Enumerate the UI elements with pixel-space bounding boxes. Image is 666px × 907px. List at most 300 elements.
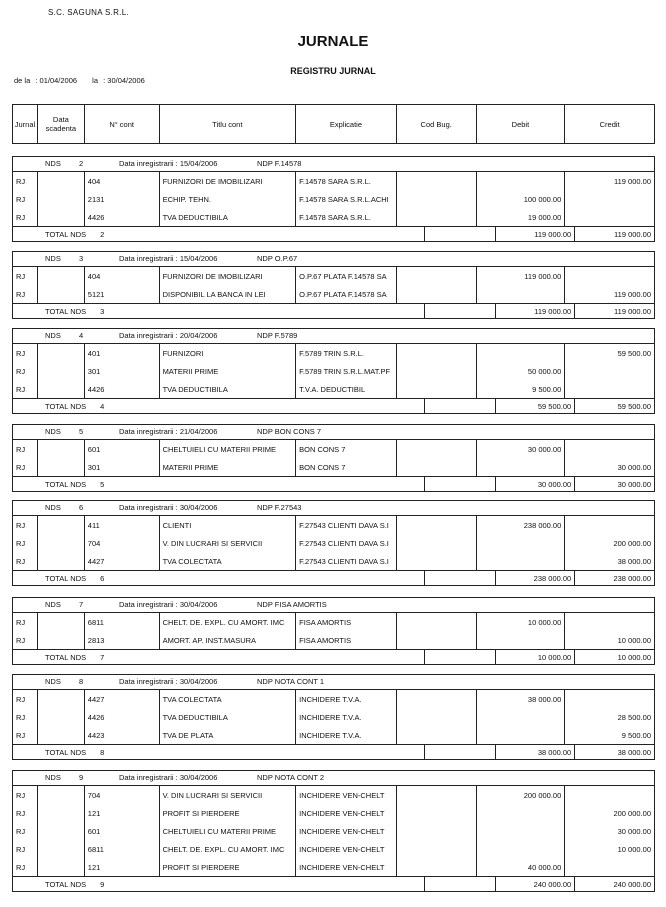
total-debit: 30 000.00 [496, 477, 575, 491]
table-row [13, 172, 654, 190]
table-row [13, 613, 654, 631]
ndp-document: NDP NOTA CONT 2 [257, 773, 325, 782]
cell-cont: 4426 [85, 208, 160, 226]
cell-cont: 4423 [85, 726, 160, 744]
table-row [13, 786, 654, 804]
cell-titlu: TVA DEDUCTIBILA [160, 208, 297, 226]
total-row [13, 398, 654, 413]
cell-debit [477, 631, 566, 649]
journal-group [12, 251, 655, 319]
ndp-document: NDP F.27543 [257, 503, 302, 512]
cell-explicatie: BON CONS 7 [296, 440, 397, 458]
group-header [13, 252, 654, 267]
cell-credit [565, 380, 654, 398]
cell-credit: 200 000.00 [613, 808, 651, 818]
period-to-label: la [92, 76, 99, 85]
cell-titlu: TVA COLECTATA [160, 690, 297, 708]
table-row [13, 440, 654, 458]
total-text: TOTAL NDS [45, 229, 87, 239]
cell-explicatie: F.14578 SARA S.R.L. [296, 208, 397, 226]
cell-debit [477, 172, 566, 190]
cell-titlu: CHELT. DE. EXPL. CU AMORT. IMC [160, 613, 297, 631]
cell-credit [565, 516, 654, 534]
group-header [13, 425, 654, 440]
nds-label: NDS [45, 600, 61, 609]
total-nds-number: 7 [100, 652, 105, 662]
cell-titlu: FURNIZORI DE IMOBILIZARI [160, 267, 297, 285]
col-data-scadenta: Data scadenta [38, 105, 85, 143]
cell-credit: 30 000.00 [617, 826, 651, 836]
cell-cont: 601 [85, 822, 160, 840]
col-titlu-cont: Titlu cont [160, 105, 297, 143]
cell-titlu: FURNIZORI [160, 344, 297, 362]
cell-credit [565, 267, 654, 285]
cell-titlu: CLIENTI [160, 516, 297, 534]
ndp-document: NDP BON CONS 7 [257, 427, 322, 436]
total-credit: 30 000.00 [617, 479, 652, 489]
cell-jurnal: RJ [13, 362, 38, 380]
cell-data-scadenta [38, 726, 85, 744]
table-row [13, 552, 654, 570]
cell-data-scadenta [38, 822, 85, 840]
total-row [13, 649, 654, 664]
journal-group [12, 597, 655, 665]
cell-credit [565, 690, 654, 708]
cell-debit [477, 285, 566, 303]
cell-cod-bug [397, 631, 477, 649]
cell-jurnal: RJ [13, 516, 38, 534]
cell-credit [565, 858, 654, 876]
total-nds-number: 3 [100, 306, 105, 316]
cell-debit: 30 000.00 [477, 440, 566, 458]
cell-debit: 119 000.00 [477, 267, 566, 285]
cell-cod-bug [397, 190, 477, 208]
total-debit: 38 000.00 [496, 745, 575, 759]
cell-cod-bug [397, 804, 477, 822]
table-header [12, 104, 655, 144]
cell-data-scadenta [38, 786, 85, 804]
cell-cod-bug [397, 516, 477, 534]
group-header [13, 771, 654, 786]
cell-debit: 200 000.00 [477, 786, 566, 804]
total-label [13, 304, 425, 318]
cell-credit: 10 000.00 [617, 635, 651, 645]
cell-credit [565, 362, 654, 380]
cell-titlu: V. DIN LUCRARI SI SERVICII [160, 786, 297, 804]
cell-jurnal: RJ [13, 804, 38, 822]
cell-debit [477, 708, 566, 726]
table-row [13, 362, 654, 380]
nds-label: NDS [45, 773, 61, 782]
group-header [13, 157, 654, 172]
cell-debit: 10 000.00 [477, 613, 566, 631]
cell-jurnal: RJ [13, 208, 38, 226]
cell-cont: 4426 [85, 380, 160, 398]
cell-titlu: CHELTUIELI CU MATERII PRIME [160, 822, 297, 840]
total-cod-bug [425, 877, 496, 891]
cell-data-scadenta [38, 534, 85, 552]
cell-debit: 100 000.00 [477, 190, 566, 208]
cell-jurnal: RJ [13, 786, 38, 804]
cell-jurnal: RJ [13, 552, 38, 570]
cell-jurnal: RJ [13, 534, 38, 552]
cell-cod-bug [397, 858, 477, 876]
journal-group [12, 424, 655, 492]
company-name: S.C. SAGUNA S.R.L. [48, 8, 129, 17]
nds-number: 3 [79, 254, 84, 263]
total-nds-number: 6 [100, 573, 105, 583]
cell-data-scadenta [38, 285, 85, 303]
cell-data-scadenta [38, 840, 85, 858]
total-debit: 10 000.00 [496, 650, 575, 664]
cell-jurnal: RJ [13, 858, 38, 876]
cell-titlu: MATERII PRIME [160, 362, 297, 380]
total-row [13, 876, 654, 891]
cell-titlu: TVA COLECTATA [160, 552, 297, 570]
cell-titlu: DISPONIBIL LA BANCA IN LEI [160, 285, 297, 303]
cell-cont: 404 [85, 172, 160, 190]
cell-titlu: PROFIT SI PIERDERE [160, 804, 297, 822]
cell-credit [565, 440, 654, 458]
total-nds-number: 8 [100, 747, 105, 757]
cell-cont: 704 [85, 534, 160, 552]
total-nds-number: 2 [100, 229, 105, 239]
cell-explicatie: O.P.67 PLATA F.14578 SA [296, 267, 397, 285]
cell-cont: 121 [85, 858, 160, 876]
cell-debit [477, 458, 566, 476]
table-row [13, 458, 654, 476]
cell-explicatie: INCHIDERE VEN-CHELT [296, 840, 397, 858]
total-credit: 38 000.00 [617, 747, 652, 757]
cell-credit: 28 500.00 [617, 712, 651, 722]
total-cod-bug [425, 571, 496, 585]
cell-data-scadenta [38, 172, 85, 190]
cell-credit: 200 000.00 [613, 538, 651, 548]
table-row [13, 208, 654, 226]
cell-explicatie: INCHIDERE VEN-CHELT [296, 822, 397, 840]
cell-explicatie: F.14578 SARA S.R.L. [296, 172, 397, 190]
registration-date: Data inregistrarii : 30/04/2006 [119, 677, 218, 686]
cell-jurnal: RJ [13, 840, 38, 858]
cell-cont: 301 [85, 458, 160, 476]
col-explicatie: Explicatie [296, 105, 397, 143]
total-label [13, 650, 425, 664]
cell-jurnal: RJ [13, 458, 38, 476]
col-credit: Credit [599, 119, 620, 129]
total-debit: 119 000.00 [496, 227, 575, 241]
cell-cont: 4427 [85, 552, 160, 570]
total-credit: 10 000.00 [617, 652, 652, 662]
col-debit: Debit [477, 105, 566, 143]
cell-cont: 411 [85, 516, 160, 534]
cell-data-scadenta [38, 631, 85, 649]
cell-explicatie: F.27543 CLIENTI DAVA S.I [296, 552, 397, 570]
cell-explicatie: F.5789 TRIN S.R.L. [296, 344, 397, 362]
registration-date: Data inregistrarii : 30/04/2006 [119, 600, 218, 609]
cell-debit [477, 344, 566, 362]
cell-cod-bug [397, 362, 477, 380]
total-text: TOTAL NDS [45, 306, 87, 316]
total-nds-number: 4 [100, 401, 105, 411]
registration-date: Data inregistrarii : 20/04/2006 [119, 331, 218, 340]
cell-cont: 401 [85, 344, 160, 362]
table-row [13, 516, 654, 534]
registration-date: Data inregistrarii : 30/04/2006 [119, 503, 218, 512]
ndp-document: NDP F.14578 [257, 159, 302, 168]
cell-titlu: TVA DE PLATA [160, 726, 297, 744]
cell-explicatie: INCHIDERE VEN-CHELT [296, 858, 397, 876]
cell-data-scadenta [38, 362, 85, 380]
total-label [13, 227, 425, 241]
cell-cont: 2131 [85, 190, 160, 208]
cell-cod-bug [397, 440, 477, 458]
cell-credit [565, 208, 654, 226]
cell-cod-bug [397, 552, 477, 570]
cell-jurnal: RJ [13, 267, 38, 285]
cell-data-scadenta [38, 267, 85, 285]
nds-label: NDS [45, 503, 61, 512]
table-row [13, 285, 654, 303]
total-cod-bug [425, 745, 496, 759]
total-text: TOTAL NDS [45, 879, 87, 889]
cell-jurnal: RJ [13, 285, 38, 303]
total-nds-number: 9 [100, 879, 105, 889]
cell-cod-bug [397, 380, 477, 398]
cell-cont: 6811 [85, 613, 160, 631]
cell-cont: 2813 [85, 631, 160, 649]
table-row [13, 804, 654, 822]
period-from: : 01/04/2006 [35, 76, 78, 85]
cell-data-scadenta [38, 804, 85, 822]
cell-data-scadenta [38, 516, 85, 534]
cell-titlu: MATERII PRIME [160, 458, 297, 476]
registration-date: Data inregistrarii : 15/04/2006 [119, 159, 218, 168]
cell-cont: 404 [85, 267, 160, 285]
table-row [13, 534, 654, 552]
cell-credit: 10 000.00 [617, 844, 651, 854]
cell-debit: 9 500.00 [477, 380, 566, 398]
table-row [13, 726, 654, 744]
nds-number: 5 [79, 427, 84, 436]
cell-data-scadenta [38, 440, 85, 458]
period-range [14, 76, 148, 85]
total-debit: 119 000.00 [496, 304, 575, 318]
cell-explicatie: INCHIDERE VEN-CHELT [296, 786, 397, 804]
nds-number: 4 [79, 331, 84, 340]
total-credit: 119 000.00 [614, 229, 652, 239]
group-header [13, 329, 654, 344]
group-header [13, 501, 654, 516]
cell-jurnal: RJ [13, 631, 38, 649]
total-text: TOTAL NDS [45, 652, 87, 662]
cell-cod-bug [397, 690, 477, 708]
total-nds-number: 5 [100, 479, 105, 489]
cell-titlu: V. DIN LUCRARI SI SERVICII [160, 534, 297, 552]
journal-group [12, 156, 655, 242]
total-row [13, 476, 654, 491]
cell-jurnal: RJ [13, 190, 38, 208]
col-jurnal: Jurnal [13, 105, 38, 143]
total-cod-bug [425, 304, 496, 318]
table-row [13, 267, 654, 285]
cell-cod-bug [397, 172, 477, 190]
cell-cont: 4426 [85, 708, 160, 726]
cell-credit: 9 500.00 [621, 730, 651, 740]
cell-cod-bug [397, 822, 477, 840]
total-cod-bug [425, 477, 496, 491]
nds-label: NDS [45, 427, 61, 436]
cell-data-scadenta [38, 708, 85, 726]
nds-label: NDS [45, 677, 61, 686]
registration-date: Data inregistrarii : 15/04/2006 [119, 254, 218, 263]
cell-jurnal: RJ [13, 822, 38, 840]
cell-cod-bug [397, 344, 477, 362]
cell-cont: 601 [85, 440, 160, 458]
cell-cod-bug [397, 786, 477, 804]
total-text: TOTAL NDS [45, 401, 87, 411]
cell-credit: 119 000.00 [614, 289, 651, 299]
cell-credit: 38 000.00 [617, 556, 651, 566]
cell-data-scadenta [38, 208, 85, 226]
cell-cod-bug [397, 708, 477, 726]
cell-titlu: TVA DEDUCTIBILA [160, 380, 297, 398]
table-row [13, 840, 654, 858]
cell-debit: 19 000.00 [477, 208, 566, 226]
nds-number: 8 [79, 677, 84, 686]
total-row [13, 744, 654, 759]
cell-data-scadenta [38, 458, 85, 476]
group-header [13, 675, 654, 690]
cell-data-scadenta [38, 380, 85, 398]
table-row [13, 631, 654, 649]
total-credit: 240 000.00 [613, 879, 652, 889]
cell-explicatie: F.27543 CLIENTI DAVA S.I [296, 516, 397, 534]
nds-number: 2 [79, 159, 84, 168]
cell-credit: 59 500.00 [617, 348, 651, 358]
total-label [13, 399, 425, 413]
cell-cont: 5121 [85, 285, 160, 303]
table-row [13, 708, 654, 726]
total-debit: 59 500.00 [496, 399, 575, 413]
table-row [13, 190, 654, 208]
cell-jurnal: RJ [13, 708, 38, 726]
ndp-document: NDP NOTA CONT 1 [257, 677, 325, 686]
cell-debit: 50 000.00 [477, 362, 566, 380]
cell-titlu: AMORT. AP. INST.MASURA [160, 631, 297, 649]
cell-jurnal: RJ [13, 344, 38, 362]
cell-debit: 38 000.00 [477, 690, 566, 708]
cell-cont: 6811 [85, 840, 160, 858]
journal-group [12, 674, 655, 760]
cell-credit: 30 000.00 [617, 462, 651, 472]
cell-cod-bug [397, 285, 477, 303]
cell-debit: 238 000.00 [477, 516, 566, 534]
cell-debit [477, 552, 566, 570]
cell-data-scadenta [38, 858, 85, 876]
ndp-document: NDP F.5789 [257, 331, 298, 340]
cell-titlu: TVA DEDUCTIBILA [160, 708, 297, 726]
cell-explicatie: FISA AMORTIS [296, 613, 397, 631]
cell-debit [477, 726, 566, 744]
journal-group [12, 328, 655, 414]
table-row [13, 344, 654, 362]
cell-credit: 119 000.00 [614, 176, 651, 186]
cell-credit [565, 786, 654, 804]
cell-cod-bug [397, 208, 477, 226]
cell-explicatie: O.P.67 PLATA F.14578 SA [296, 285, 397, 303]
cell-data-scadenta [38, 613, 85, 631]
cell-jurnal: RJ [13, 690, 38, 708]
table-row [13, 858, 654, 876]
cell-explicatie: INCHIDERE T.V.A. [296, 708, 397, 726]
cell-debit [477, 534, 566, 552]
total-debit: 238 000.00 [496, 571, 575, 585]
table-row [13, 822, 654, 840]
col-nr-cont: N° cont [85, 105, 160, 143]
nds-number: 7 [79, 600, 84, 609]
cell-cod-bug [397, 267, 477, 285]
cell-jurnal: RJ [13, 613, 38, 631]
cell-jurnal: RJ [13, 172, 38, 190]
cell-explicatie: INCHIDERE T.V.A. [296, 726, 397, 744]
cell-explicatie: BON CONS 7 [296, 458, 397, 476]
page-title: JURNALE [297, 33, 369, 50]
total-label [13, 745, 425, 759]
ndp-document: NDP O.P.67 [257, 254, 298, 263]
table-row [13, 380, 654, 398]
nds-label: NDS [45, 159, 61, 168]
total-credit: 119 000.00 [614, 306, 652, 316]
cell-cont: 301 [85, 362, 160, 380]
nds-number: 6 [79, 503, 84, 512]
period-from-label: de la [14, 76, 31, 85]
journal-group [12, 500, 655, 586]
cell-credit [565, 613, 654, 631]
col-cod-bug: Cod Bug. [397, 105, 477, 143]
cell-debit [477, 840, 566, 858]
cell-titlu: CHELTUIELI CU MATERII PRIME [160, 440, 297, 458]
registration-date: Data inregistrarii : 21/04/2006 [119, 427, 218, 436]
cell-credit [565, 190, 654, 208]
cell-explicatie: INCHIDERE VEN-CHELT [296, 804, 397, 822]
nds-number: 9 [79, 773, 84, 782]
total-label [13, 877, 425, 891]
cell-explicatie: F.14578 SARA S.R.L.ACHI [296, 190, 397, 208]
cell-jurnal: RJ [13, 380, 38, 398]
cell-cont: 704 [85, 786, 160, 804]
cell-debit [477, 822, 566, 840]
cell-debit: 40 000.00 [477, 858, 566, 876]
total-row [13, 303, 654, 318]
cell-jurnal: RJ [13, 440, 38, 458]
total-row [13, 226, 654, 241]
cell-cod-bug [397, 840, 477, 858]
total-label [13, 477, 425, 491]
total-credit: 238 000.00 [613, 573, 652, 583]
cell-debit [477, 804, 566, 822]
cell-jurnal: RJ [13, 726, 38, 744]
cell-titlu: PROFIT SI PIERDERE [160, 858, 297, 876]
ndp-document: NDP FISA AMORTIS [257, 600, 327, 609]
cell-cod-bug [397, 534, 477, 552]
total-label [13, 571, 425, 585]
cell-cod-bug [397, 458, 477, 476]
registration-date: Data inregistrarii : 30/04/2006 [119, 773, 218, 782]
cell-cont: 4427 [85, 690, 160, 708]
cell-cod-bug [397, 726, 477, 744]
cell-explicatie: FISA AMORTIS [296, 631, 397, 649]
group-header [13, 598, 654, 613]
